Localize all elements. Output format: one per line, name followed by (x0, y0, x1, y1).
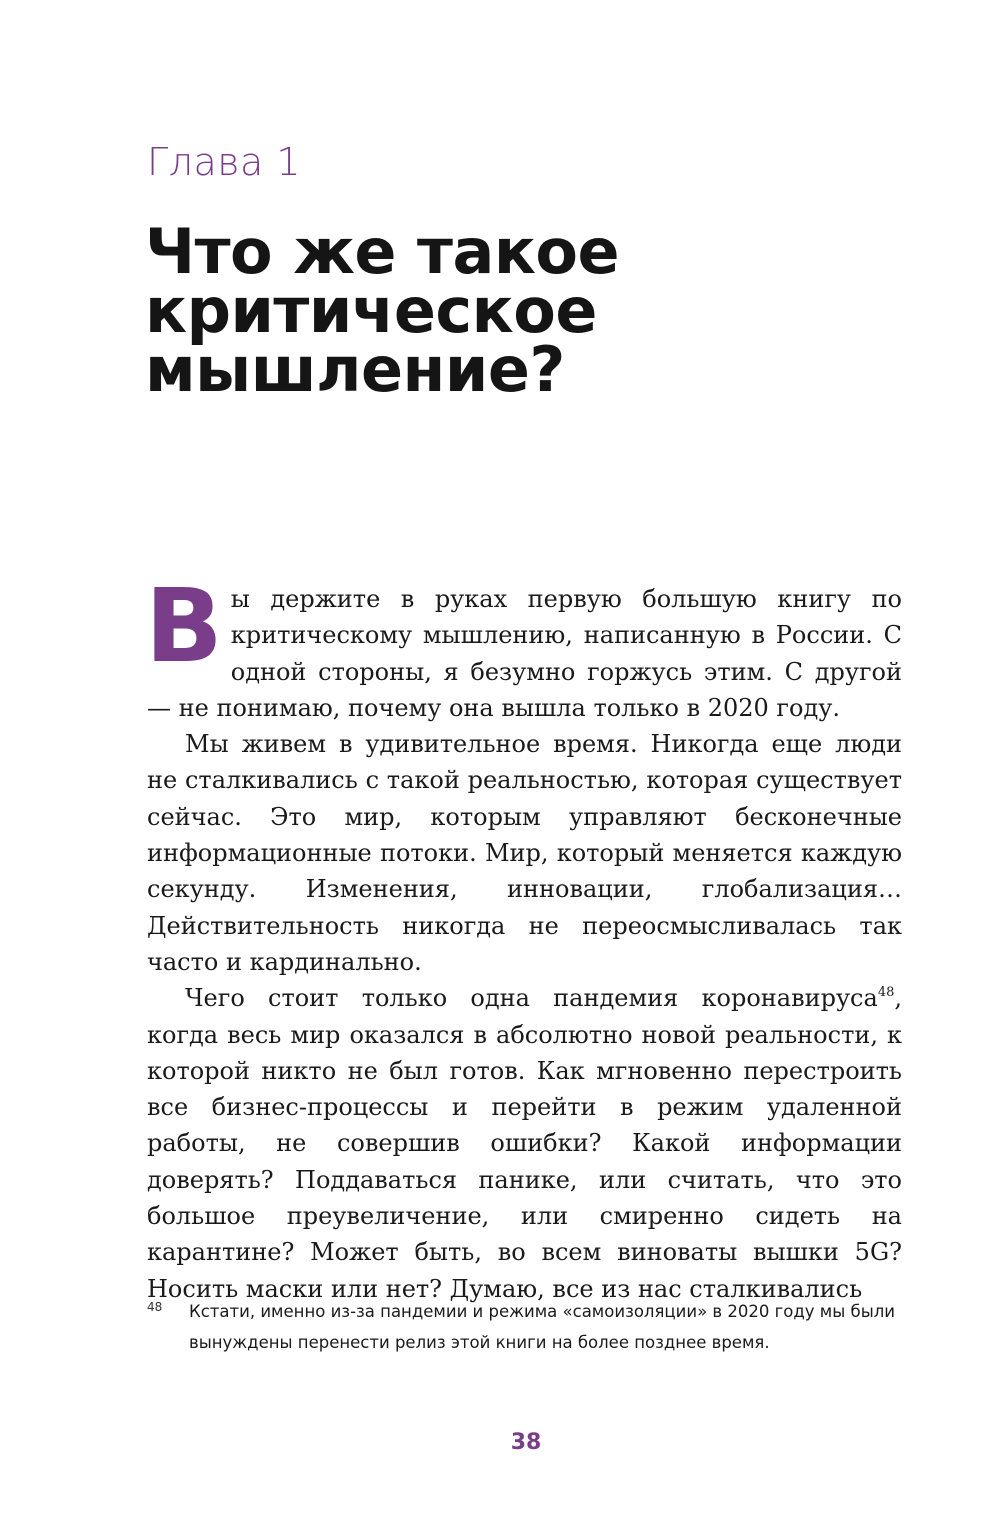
body-text (147, 551, 902, 1307)
chapter-label: Глава 1 (147, 140, 302, 184)
page-number: 38 (510, 1430, 542, 1455)
paragraph-text: ы держите в руках первую большую книгу по критическому мышлению, написанную в России. С одной стороны, я безумно горжусь этим. С другой — не понимаю, почему она вышла только в 2020 году. (147, 585, 902, 722)
chapter-title-line: критическое (145, 274, 597, 347)
footnote-reference[interactable]: 48 (877, 985, 895, 1001)
footnote-number: 48 (147, 1300, 163, 1314)
footnote-text: Кстати, именно из-за пандемии и режима «самоизоляции» в 2020 году мы были вынуждены перенести релиз этой книги на более позднее время. (189, 1302, 896, 1352)
paragraph-text: Чего стоит только одна пандемия коронавируса (185, 984, 878, 1013)
paragraph-text: , когда весь мир оказался в абсолютно новой реальности, к которой никто не был готов. Как мгновенно перестроить все бизнес-процессы и перейти в режим удаленной работы, не совершив ошибки? Какой информации доверять? Поддаваться панике, или считать, что это большое преувеличение, или смиренно сидеть на карантине? Может быть, во всем виноваты вышки 5G? Носить маски или нет? Думаю, все из нас сталкивались (147, 984, 902, 1303)
paragraph (147, 980, 902, 1307)
chapter-title-line: мышление? (145, 333, 565, 406)
chapter-title-line: Что же такое (145, 215, 620, 288)
paragraph (147, 551, 902, 726)
drop-cap: В (145, 567, 223, 686)
paragraph: Мы живем в удивительное время. Никогда еще люди не сталкивались с такой реальностью, которая существует сейчас. Это мир, которым управляют бесконечные информационные потоки. Мир, который меняется каждую секунду. Изменения, инновации, глобализация… Действительность никогда не переосмысливалась так часто и кардинально. (147, 730, 902, 976)
chapter-title (145, 215, 945, 406)
footnote (147, 1296, 907, 1358)
